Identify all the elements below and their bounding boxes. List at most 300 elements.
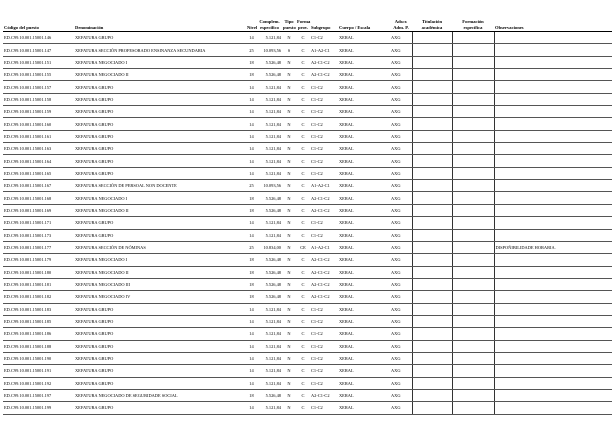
cell-tipo: N [282, 204, 296, 216]
cell-tipo: N [282, 352, 296, 364]
cell-cuerpo: XERAL [338, 143, 390, 155]
cell-nivel: 14 [246, 130, 257, 142]
cell-denominacion: XEFATURA GRUPO [74, 303, 246, 315]
cell-titulacion [412, 315, 452, 327]
cell-forma: C [296, 340, 310, 352]
cell-complemento: 5.526,48 [257, 254, 282, 266]
cell-adscripcion: AXG [390, 352, 412, 364]
cell-titulacion [412, 44, 452, 56]
cell-subgrupo: A2-C1-C2 [310, 56, 338, 68]
cell-complemento: 5.121,84 [257, 167, 282, 179]
cell-titulacion [412, 254, 452, 266]
cell-tipo: N [282, 254, 296, 266]
cell-tipo: N [282, 365, 296, 377]
cell-subgrupo: C1-C2 [310, 155, 338, 167]
cell-cuerpo: XERAL [338, 266, 390, 278]
cell-complemento: 5.121,84 [257, 217, 282, 229]
cell-observaciones [494, 192, 612, 204]
cell-codigo: ED.C99.10.001.15001.165 [3, 167, 74, 179]
cell-formacion [452, 204, 494, 216]
cell-denominacion: XEFATURA NEGOCIADO II [74, 69, 246, 81]
cell-subgrupo: C1-C2 [310, 118, 338, 130]
cell-subgrupo: C1-C2 [310, 93, 338, 105]
cell-subgrupo: A1-A2-C1 [310, 44, 338, 56]
cell-denominacion: XEFATURA NEGOCIADO I [74, 56, 246, 68]
cell-codigo: ED.C99.10.001.15001.164 [3, 155, 74, 167]
cell-observaciones [494, 328, 612, 340]
cell-codigo: ED.C99.10.001.15001.183 [3, 303, 74, 315]
cell-codigo: ED.C99.10.001.15001.171 [3, 217, 74, 229]
cell-observaciones [494, 155, 612, 167]
table-row [3, 229, 612, 241]
cell-subgrupo: A2-C1-C2 [310, 204, 338, 216]
table-row [3, 402, 612, 414]
cell-observaciones [494, 340, 612, 352]
cell-titulacion [412, 69, 452, 81]
header-forma: Forma prov. [296, 14, 310, 32]
cell-codigo: ED.C99.10.001.15001.151 [3, 56, 74, 68]
cell-nivel: 14 [246, 106, 257, 118]
cell-complemento: 5.121,84 [257, 155, 282, 167]
cell-codigo: ED.C99.10.001.15001.197 [3, 389, 74, 401]
cell-formacion [452, 291, 494, 303]
cell-nivel: 18 [246, 204, 257, 216]
cell-titulacion [412, 340, 452, 352]
cell-codigo: ED.C99.10.001.15001.186 [3, 328, 74, 340]
cell-denominacion: XEFATURA NEGOCIADO II [74, 266, 246, 278]
cell-forma: C [296, 266, 310, 278]
cell-cuerpo: XERAL [338, 315, 390, 327]
cell-tipo: N [282, 130, 296, 142]
cell-forma: C [296, 328, 310, 340]
cell-observaciones [494, 266, 612, 278]
cell-titulacion [412, 241, 452, 253]
cell-adscripcion: AXG [390, 389, 412, 401]
cell-complemento: 5.526,48 [257, 278, 282, 290]
table-row [3, 291, 612, 303]
header-observaciones: Observaciones [494, 14, 612, 32]
cell-formacion [452, 278, 494, 290]
cell-forma: C [296, 56, 310, 68]
cell-formacion [452, 328, 494, 340]
cell-titulacion [412, 229, 452, 241]
cell-cuerpo: XERAL [338, 328, 390, 340]
cell-subgrupo: C1-C2 [310, 81, 338, 93]
cell-formacion [452, 143, 494, 155]
cell-adscripcion: AXG [390, 266, 412, 278]
cell-complemento: 5.121,84 [257, 229, 282, 241]
cell-adscripcion: AXG [390, 118, 412, 130]
cell-nivel: 14 [246, 365, 257, 377]
table-row [3, 241, 612, 253]
cell-tipo: N [282, 229, 296, 241]
cell-formacion [452, 241, 494, 253]
cell-adscripcion: AXG [390, 106, 412, 118]
table-row [3, 352, 612, 364]
cell-subgrupo: A2-C1-C2 [310, 266, 338, 278]
cell-forma: C [296, 303, 310, 315]
cell-nivel: 14 [246, 167, 257, 179]
cell-titulacion [412, 93, 452, 105]
cell-subgrupo: C1-C2 [310, 167, 338, 179]
cell-tipo: S [282, 44, 296, 56]
cell-denominacion: XEFATURA GRUPO [74, 365, 246, 377]
cell-forma: C [296, 229, 310, 241]
cell-cuerpo: XERAL [338, 106, 390, 118]
cell-titulacion [412, 130, 452, 142]
cell-cuerpo: XERAL [338, 217, 390, 229]
cell-complemento: 10.834,00 [257, 241, 282, 253]
cell-denominacion: XEFATURA GRUPO [74, 118, 246, 130]
cell-observaciones [494, 204, 612, 216]
cell-tipo: N [282, 106, 296, 118]
cell-nivel: 14 [246, 217, 257, 229]
table-row [3, 266, 612, 278]
table-row [3, 155, 612, 167]
cell-observaciones [494, 106, 612, 118]
cell-forma: C [296, 69, 310, 81]
cell-nivel: 14 [246, 81, 257, 93]
cell-tipo: N [282, 328, 296, 340]
header-cuerpo: Cuerpo / Escala [338, 14, 390, 32]
header-titulacion: Titulación académica [412, 14, 452, 32]
table-row [3, 217, 612, 229]
cell-adscripcion: AXG [390, 130, 412, 142]
header-codigo: Código del puesto [3, 14, 74, 32]
cell-titulacion [412, 291, 452, 303]
cell-nivel: 14 [246, 402, 257, 414]
cell-formacion [452, 44, 494, 56]
cell-adscripcion: AXG [390, 69, 412, 81]
cell-formacion [452, 106, 494, 118]
cell-tipo: N [282, 118, 296, 130]
cell-titulacion [412, 106, 452, 118]
cell-observaciones [494, 402, 612, 414]
cell-nivel: 18 [246, 192, 257, 204]
cell-titulacion [412, 389, 452, 401]
cell-observaciones [494, 143, 612, 155]
cell-observaciones [494, 303, 612, 315]
cell-codigo: ED.C99.10.001.15001.168 [3, 192, 74, 204]
table-row [3, 56, 612, 68]
cell-formacion [452, 229, 494, 241]
cell-forma: C [296, 106, 310, 118]
cell-observaciones [494, 389, 612, 401]
cell-forma: C [296, 254, 310, 266]
cell-cuerpo: XERAL [338, 389, 390, 401]
cell-cuerpo: XERAL [338, 377, 390, 389]
cell-cuerpo: XERAL [338, 118, 390, 130]
cell-complemento: 5.121,84 [257, 402, 282, 414]
cell-forma: C [296, 365, 310, 377]
cell-tipo: N [282, 155, 296, 167]
cell-codigo: ED.C99.10.001.15001.182 [3, 291, 74, 303]
cell-nivel: 18 [246, 291, 257, 303]
cell-subgrupo: C1-C2 [310, 32, 338, 44]
cell-denominacion: XEFATURA GRUPO [74, 130, 246, 142]
cell-formacion [452, 69, 494, 81]
cell-codigo: ED.C99.10.001.15001.177 [3, 241, 74, 253]
cell-nivel: 14 [246, 340, 257, 352]
cell-codigo: ED.C99.10.001.15001.185 [3, 315, 74, 327]
cell-formacion [452, 377, 494, 389]
cell-tipo: N [282, 278, 296, 290]
cell-forma: C [296, 155, 310, 167]
cell-cuerpo: XERAL [338, 278, 390, 290]
cell-titulacion [412, 328, 452, 340]
cell-tipo: N [282, 377, 296, 389]
cell-denominacion: XEFATURA GRUPO [74, 340, 246, 352]
cell-adscripcion: AXG [390, 328, 412, 340]
cell-observaciones [494, 291, 612, 303]
cell-cuerpo: XERAL [338, 56, 390, 68]
cell-formacion [452, 315, 494, 327]
cell-observaciones [494, 167, 612, 179]
cell-adscripcion: AXG [390, 32, 412, 44]
cell-adscripcion: AXG [390, 93, 412, 105]
cell-complemento: 5.121,84 [257, 81, 282, 93]
cell-formacion [452, 118, 494, 130]
cell-tipo: N [282, 93, 296, 105]
cell-observaciones [494, 377, 612, 389]
cell-forma: C [296, 377, 310, 389]
cell-observaciones [494, 352, 612, 364]
cell-subgrupo: C1-C2 [310, 365, 338, 377]
cell-formacion [452, 180, 494, 192]
cell-adscripcion: AXG [390, 315, 412, 327]
cell-cuerpo: XERAL [338, 402, 390, 414]
cell-tipo: N [282, 291, 296, 303]
cell-titulacion [412, 377, 452, 389]
table-row [3, 328, 612, 340]
cell-adscripcion: AXG [390, 217, 412, 229]
cell-formacion [452, 402, 494, 414]
cell-tipo: N [282, 167, 296, 179]
cell-forma: C [296, 315, 310, 327]
cell-nivel: 25 [246, 180, 257, 192]
cell-cuerpo: XERAL [338, 93, 390, 105]
table-row [3, 180, 612, 192]
cell-complemento: 5.121,84 [257, 328, 282, 340]
cell-tipo: N [282, 143, 296, 155]
cell-observaciones [494, 278, 612, 290]
cell-codigo: ED.C99.10.001.15001.161 [3, 130, 74, 142]
cell-forma: C [296, 118, 310, 130]
cell-cuerpo: XERAL [338, 130, 390, 142]
table-row [3, 106, 612, 118]
cell-cuerpo: XERAL [338, 204, 390, 216]
cell-observaciones: DISPOÑIBILIDADE HORARIA. [494, 241, 612, 253]
cell-cuerpo: XERAL [338, 155, 390, 167]
cell-denominacion: XEFATURA GRUPO [74, 402, 246, 414]
cell-subgrupo: A2-C1-C2 [310, 278, 338, 290]
cell-forma: C [296, 352, 310, 364]
cell-codigo: ED.C99.10.001.15001.199 [3, 402, 74, 414]
cell-formacion [452, 352, 494, 364]
cell-subgrupo: C1-C2 [310, 315, 338, 327]
cell-observaciones [494, 315, 612, 327]
cell-codigo: ED.C99.10.001.15001.158 [3, 93, 74, 105]
cell-formacion [452, 32, 494, 44]
cell-observaciones [494, 32, 612, 44]
cell-tipo: N [282, 340, 296, 352]
cell-codigo: ED.C99.10.001.15001.181 [3, 278, 74, 290]
cell-codigo: ED.C99.10.001.15001.173 [3, 229, 74, 241]
cell-titulacion [412, 192, 452, 204]
cell-denominacion: XEFATURA GRUPO [74, 352, 246, 364]
cell-tipo: N [282, 192, 296, 204]
cell-codigo: ED.C99.10.001.15001.146 [3, 32, 74, 44]
cell-adscripcion: AXG [390, 180, 412, 192]
cell-nivel: 18 [246, 254, 257, 266]
cell-subgrupo: A2-C1-C2 [310, 254, 338, 266]
cell-complemento: 5.121,84 [257, 365, 282, 377]
cell-observaciones [494, 180, 612, 192]
cell-subgrupo: A2-C1-C2 [310, 69, 338, 81]
cell-nivel: 14 [246, 303, 257, 315]
cell-tipo: N [282, 32, 296, 44]
cell-observaciones [494, 56, 612, 68]
cell-subgrupo: A2-C1-C2 [310, 192, 338, 204]
cell-forma: C [296, 278, 310, 290]
cell-cuerpo: XERAL [338, 44, 390, 56]
header-formacion: Formación específica [452, 14, 494, 32]
cell-complemento: 5.121,84 [257, 143, 282, 155]
cell-denominacion: XEFATURA GRUPO [74, 377, 246, 389]
cell-observaciones [494, 130, 612, 142]
cell-forma: C [296, 402, 310, 414]
cell-forma: CE [296, 241, 310, 253]
cell-titulacion [412, 217, 452, 229]
table-body [3, 32, 612, 415]
cell-complemento: 5.121,84 [257, 303, 282, 315]
cell-forma: C [296, 44, 310, 56]
cell-subgrupo: A2-C1-C2 [310, 389, 338, 401]
cell-denominacion: XEFATURA NEGOCIADO I [74, 192, 246, 204]
cell-denominacion: XEFATURA NEGOCIADO DE SEGURIDADE SOCIAL [74, 389, 246, 401]
table-row [3, 93, 612, 105]
cell-denominacion: XEFATURA GRUPO [74, 229, 246, 241]
table-row [3, 278, 612, 290]
table-row [3, 69, 612, 81]
cell-denominacion: XEFATURA GRUPO [74, 32, 246, 44]
table-row [3, 192, 612, 204]
table-row [3, 130, 612, 142]
table-row [3, 204, 612, 216]
cell-adscripcion: AXG [390, 377, 412, 389]
table-row [3, 254, 612, 266]
cell-complemento: 5.121,84 [257, 130, 282, 142]
cell-observaciones [494, 81, 612, 93]
cell-observaciones [494, 217, 612, 229]
cell-tipo: N [282, 266, 296, 278]
cell-complemento: 10.093,56 [257, 180, 282, 192]
cell-nivel: 14 [246, 155, 257, 167]
cell-subgrupo: C1-C2 [310, 340, 338, 352]
cell-denominacion: XEFATURA GRUPO [74, 315, 246, 327]
cell-formacion [452, 340, 494, 352]
cell-adscripcion: AXG [390, 291, 412, 303]
table-row [3, 44, 612, 56]
cell-formacion [452, 266, 494, 278]
cell-cuerpo: XERAL [338, 192, 390, 204]
cell-observaciones [494, 44, 612, 56]
cell-observaciones [494, 254, 612, 266]
cell-tipo: N [282, 241, 296, 253]
header-subgrupo: Subgrupo [310, 14, 338, 32]
header-complemento: Complem. específico [257, 14, 282, 32]
cell-nivel: 25 [246, 44, 257, 56]
cell-forma: C [296, 93, 310, 105]
cell-formacion [452, 130, 494, 142]
cell-nivel: 18 [246, 389, 257, 401]
cell-nivel: 14 [246, 93, 257, 105]
cell-complemento: 5.526,48 [257, 56, 282, 68]
cell-subgrupo: C1-C2 [310, 328, 338, 340]
cell-observaciones [494, 365, 612, 377]
cell-complemento: 5.526,48 [257, 389, 282, 401]
cell-formacion [452, 254, 494, 266]
cell-codigo: ED.C99.10.001.15001.192 [3, 377, 74, 389]
cell-observaciones [494, 229, 612, 241]
cell-complemento: 5.121,84 [257, 106, 282, 118]
cell-titulacion [412, 32, 452, 44]
cell-denominacion: XEFATURA GRUPO [74, 81, 246, 93]
cell-denominacion: XEFATURA NEGOCIADO I [74, 254, 246, 266]
cell-formacion [452, 81, 494, 93]
cell-formacion [452, 389, 494, 401]
cell-subgrupo: C1-C2 [310, 303, 338, 315]
cell-codigo: ED.C99.10.001.15001.169 [3, 204, 74, 216]
table-row [3, 81, 612, 93]
cell-formacion [452, 155, 494, 167]
cell-cuerpo: XERAL [338, 32, 390, 44]
cell-titulacion [412, 180, 452, 192]
cell-codigo: ED.C99.10.001.15001.159 [3, 106, 74, 118]
cell-complemento: 5.526,48 [257, 69, 282, 81]
cell-subgrupo: A1-A2-C1 [310, 241, 338, 253]
cell-nivel: 14 [246, 377, 257, 389]
header-denominacion: Denominación [74, 14, 246, 32]
cell-complemento: 5.121,84 [257, 93, 282, 105]
cell-codigo: ED.C99.10.001.15001.147 [3, 44, 74, 56]
cell-formacion [452, 192, 494, 204]
cell-complemento: 5.121,84 [257, 352, 282, 364]
cell-subgrupo: C1-C2 [310, 229, 338, 241]
cell-complemento: 5.121,84 [257, 377, 282, 389]
cell-formacion [452, 217, 494, 229]
cell-titulacion [412, 167, 452, 179]
cell-cuerpo: XERAL [338, 81, 390, 93]
cell-denominacion: XEFATURA GRUPO [74, 328, 246, 340]
cell-denominacion: XEFATURA SECCIÓN DE NÓMINAS [74, 241, 246, 253]
cell-subgrupo: C1-C2 [310, 352, 338, 364]
table-row [3, 377, 612, 389]
table-row [3, 303, 612, 315]
cell-adscripcion: AXG [390, 340, 412, 352]
cell-titulacion [412, 155, 452, 167]
cell-nivel: 18 [246, 266, 257, 278]
cell-codigo: ED.C99.10.001.15001.188 [3, 340, 74, 352]
cell-complemento: 5.526,48 [257, 266, 282, 278]
cell-tipo: N [282, 56, 296, 68]
cell-nivel: 14 [246, 143, 257, 155]
cell-codigo: ED.C99.10.001.15001.180 [3, 266, 74, 278]
cell-complemento: 5.121,84 [257, 118, 282, 130]
cell-forma: C [296, 180, 310, 192]
cell-denominacion: XEFATURA NEGOCIADO II [74, 204, 246, 216]
cell-subgrupo: C1-C2 [310, 217, 338, 229]
